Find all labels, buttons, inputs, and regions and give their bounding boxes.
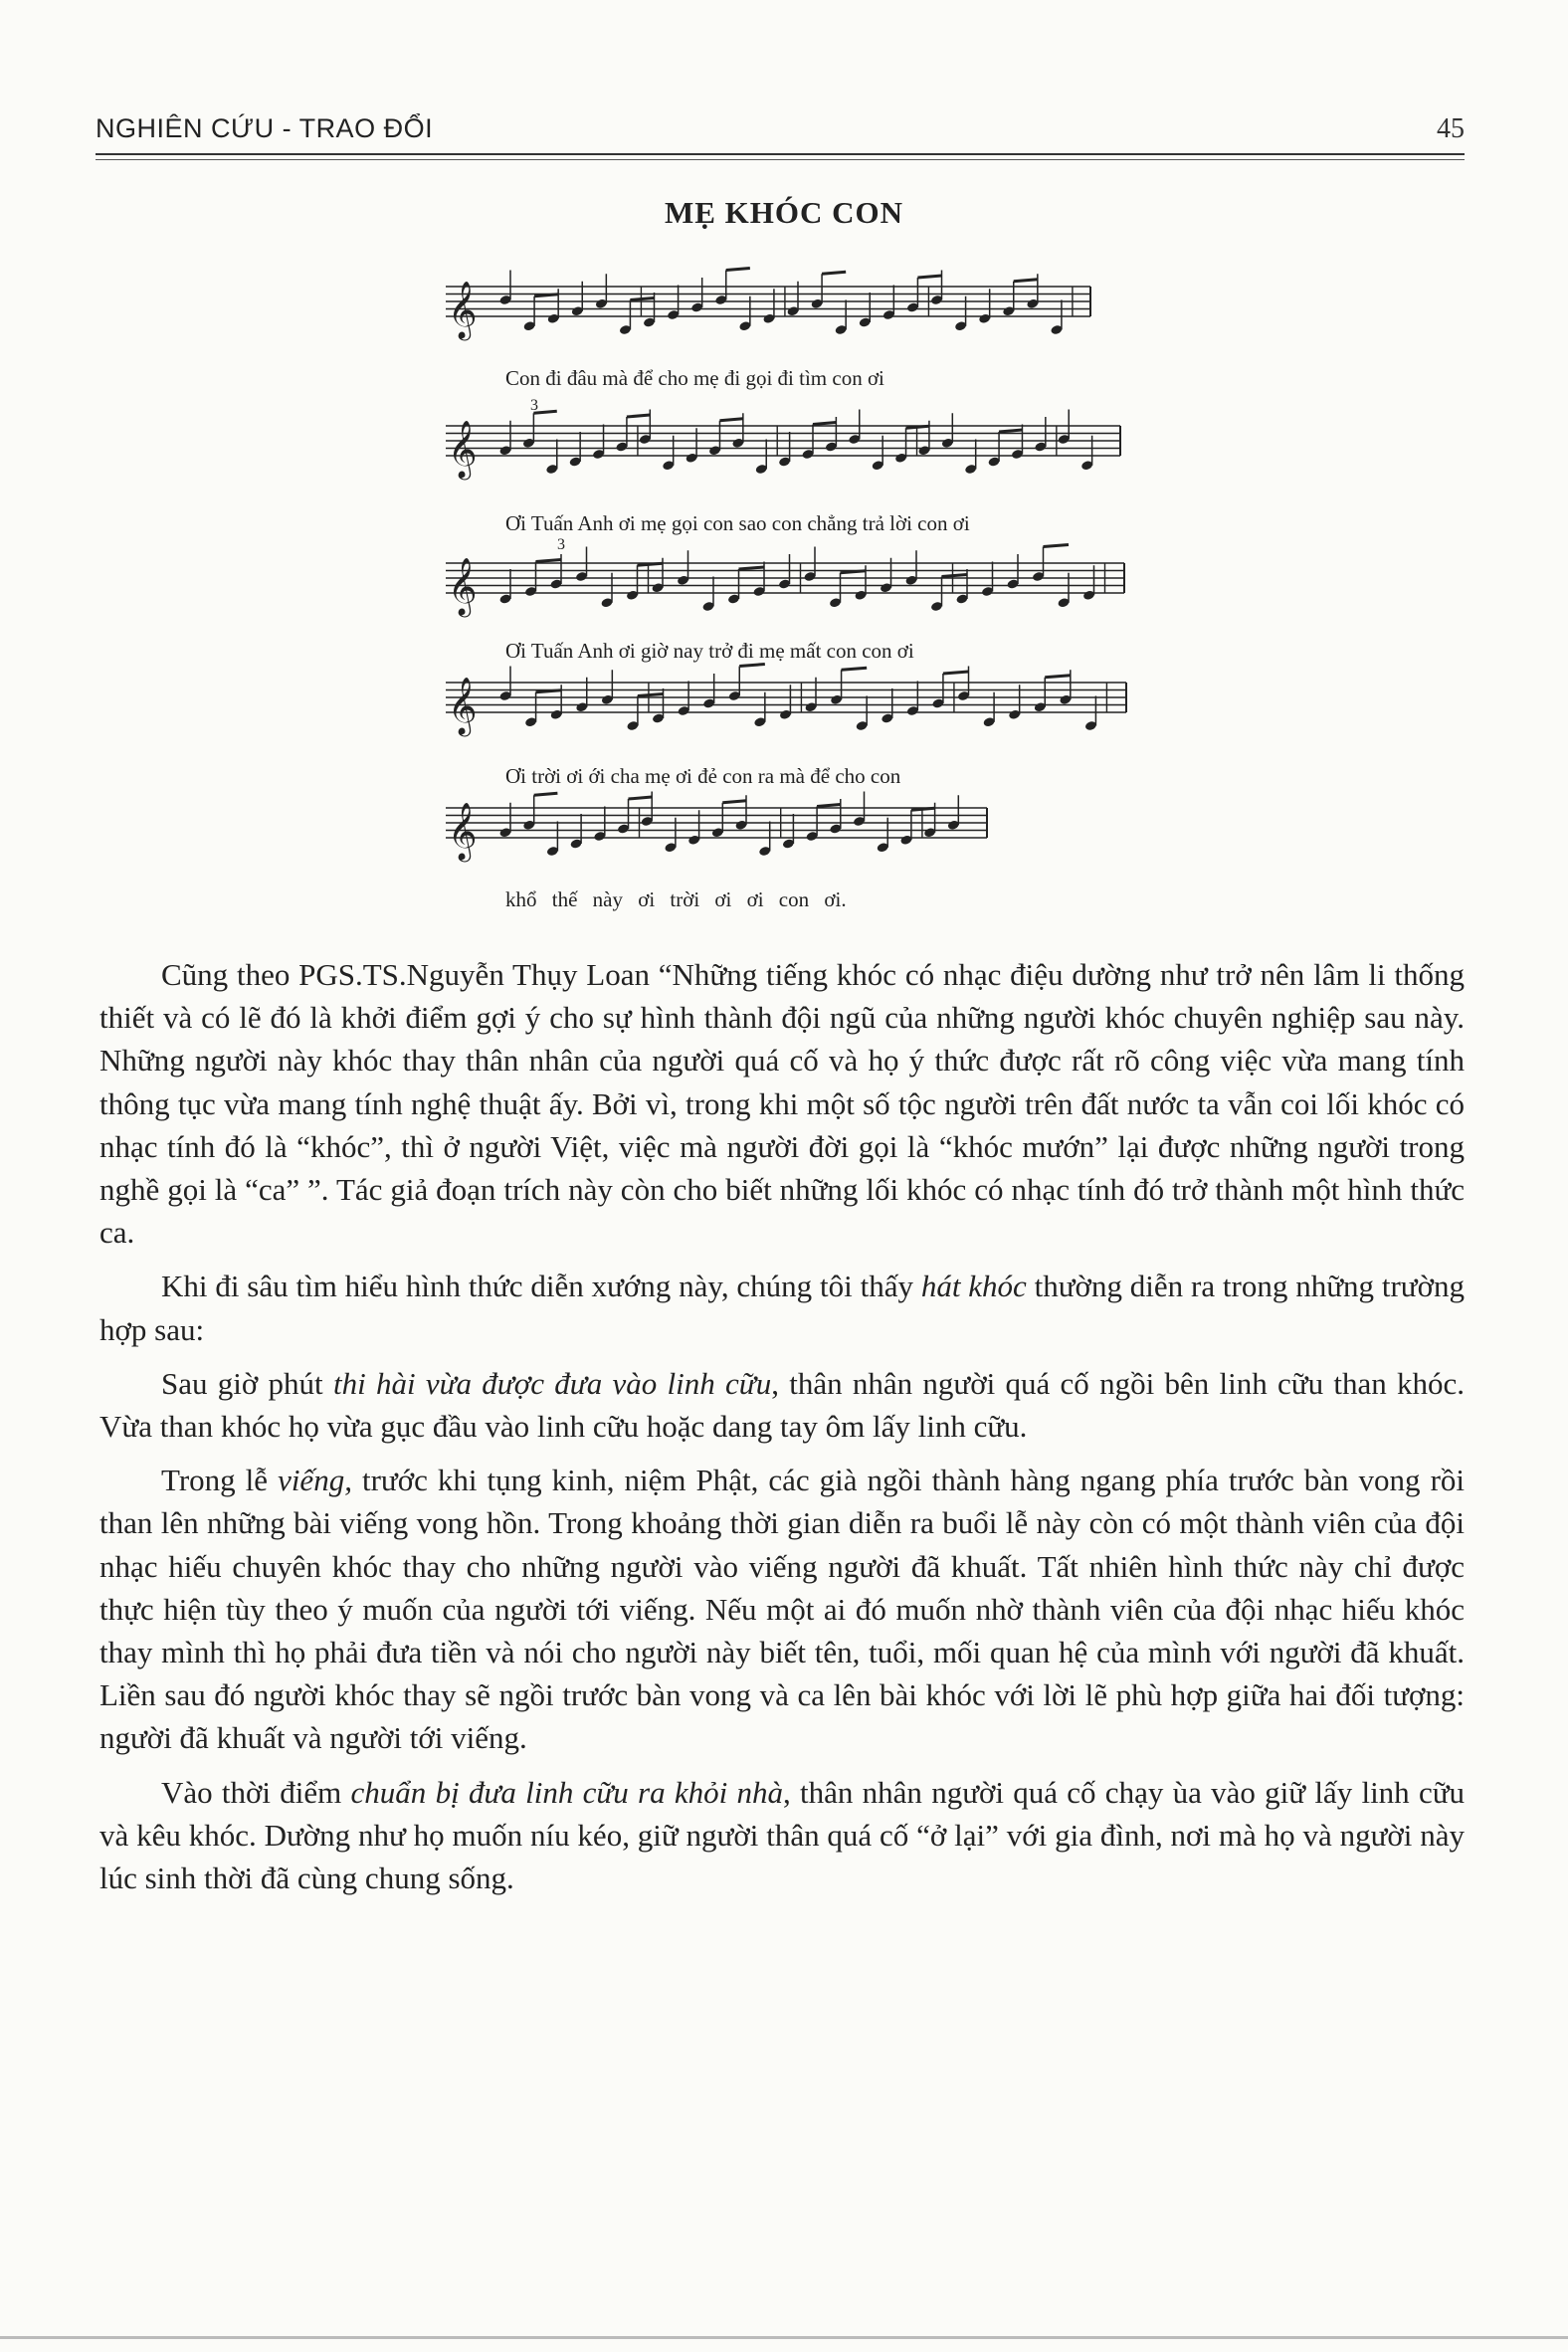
italic-phrase: hát khóc bbox=[920, 1269, 1027, 1304]
article-body bbox=[99, 953, 1465, 1910]
note-beam bbox=[536, 560, 562, 562]
section-title: NGHIÊN CỨU - TRAO ĐỔI bbox=[96, 113, 434, 143]
paragraph bbox=[99, 1771, 1465, 1900]
note-beam bbox=[1045, 676, 1071, 678]
note-beam bbox=[722, 801, 746, 803]
text-run: Vào thời điểm bbox=[161, 1774, 351, 1810]
note-beam bbox=[817, 805, 841, 807]
lyric-line-2: Ơi Tuấn Anh ơi mẹ gọi con sao con chẳng trả lời con ơi bbox=[505, 511, 970, 535]
note-beam bbox=[719, 419, 742, 421]
treble-clef-icon: 𝄞 bbox=[448, 420, 478, 478]
music-staff bbox=[446, 665, 1126, 738]
page-edge bbox=[0, 2336, 1568, 2339]
note-beam bbox=[638, 563, 664, 565]
lyric-line-1: Con đi đâu mà để cho mẹ đi gọi đi tìm con ơi bbox=[505, 366, 884, 390]
text-run: thường diễn ra trong những trường hợp sau: bbox=[99, 1269, 1465, 1347]
italic-phrase: chuẩn bị đưa linh cữu ra khỏi nhà bbox=[350, 1774, 784, 1810]
note-beam bbox=[943, 672, 969, 674]
text-run: , thân nhân người quá cố chạy ùa vào giữ lấy linh cữu và kêu khóc. Dường như họ muốn níu kéo, giữ người thân quá cố “ở lại” với gia đình, nơi mà họ và người này lúc sinh thời đã cùng chung sống. bbox=[99, 1774, 1466, 1896]
music-score bbox=[0, 0, 1568, 935]
page-number: 45 bbox=[1437, 113, 1465, 144]
note-beam bbox=[1044, 545, 1070, 547]
note-beam bbox=[999, 430, 1022, 432]
note-beam bbox=[942, 575, 968, 577]
paragraph bbox=[99, 953, 1465, 1254]
music-staff bbox=[446, 410, 1120, 482]
note-beam bbox=[534, 294, 558, 296]
note-beam bbox=[638, 694, 664, 696]
italic-phrase: thi hài vừa được đưa vào linh cữu bbox=[332, 1365, 772, 1401]
lyric-line-4: Ơi trời ơi ới cha mẹ ơi đẻ con ra mà để cho con bbox=[505, 764, 901, 788]
triplet-mark: 3 bbox=[530, 397, 538, 414]
music-staff bbox=[446, 269, 1090, 342]
treble-clef-icon: 𝄞 bbox=[448, 557, 478, 615]
note-beam bbox=[813, 423, 836, 425]
text-run: Cũng theo PGS.TS.Nguyễn Thụy Loan “Những tiếng khóc có nhạc điệu dường như trở nên lâm li thống thiết và có lẽ đó là khởi điểm gợi ý cho sự hình thành đội ngũ của những người khóc chuyên nghiệp sau này. Những người này khóc thay thân nhân của người quá cố và họ ý thức được rất rõ công việc vừa mang tính thông tục vừa mang tính nghệ thuật ấy. Bởi vì, trong khi một số tộc người trên đất nước ta vẫn coi lối khóc có nhạc tính đó là “khóc”, thì ở người Việt, việc mà người đời gọi là “khóc mướn” lại được những người trong nghề gọi là “ca” ”. Tác giả đoạn trích này còn cho biết những lối khóc có nhạc tính đó trở thành một hình thức ca. bbox=[99, 957, 1465, 1251]
treble-clef-icon: 𝄞 bbox=[448, 677, 478, 734]
note-beam bbox=[917, 276, 941, 278]
paragraph bbox=[99, 1459, 1465, 1759]
text-run: Sau giờ phút bbox=[161, 1365, 333, 1401]
text-run: Trong lễ bbox=[161, 1463, 279, 1498]
text-run: , thân nhân người quá cố ngồi bên linh cữu than khóc. Vừa than khóc họ vừa gục đầu vào linh cữu hoặc dang tay ôm lấy linh cữu. bbox=[99, 1365, 1466, 1445]
note-beam bbox=[911, 808, 935, 810]
note-beam bbox=[629, 797, 653, 799]
note-beam bbox=[841, 571, 867, 573]
treble-clef-icon: 𝄞 bbox=[448, 802, 478, 860]
paragraph bbox=[99, 1265, 1465, 1350]
music-staff bbox=[446, 545, 1124, 619]
note-beam bbox=[726, 269, 750, 271]
note-beam bbox=[627, 415, 650, 417]
note-beam bbox=[536, 690, 562, 692]
note-beam bbox=[630, 298, 654, 300]
note-beam bbox=[842, 668, 868, 670]
note-beam bbox=[822, 272, 846, 274]
note-beam bbox=[1014, 280, 1038, 282]
note-beam bbox=[739, 665, 765, 667]
italic-phrase: viếng, bbox=[278, 1463, 352, 1498]
text-run: trước khi tụng kinh, niệm Phật, các già ngồi thành hàng ngang phía trước bàn vong rồi than lên những bài viếng vong hồn. Trong khoảng thời gian diễn ra buổi lễ này còn có một thành viên của đội nhạc hiếu chuyên khóc thay cho những người vào viếng người đã khuất. Tất nhiên hình thức này chỉ được thực hiện tùy theo ý muốn của người tới viếng. Nếu một ai đó muốn nhờ thành viên của đội nhạc hiếu khóc thay mình thì họ phải đưa tiền và nói cho người này biết tên, tuổi, mối quan hệ của mình với người đã khuất. Liền sau đó người khóc thay sẽ ngồi trước bàn vong và ca lên bài khóc với lời lẽ phù hợp giữa hai đối tượng: người đã khuất và người tới viếng. bbox=[99, 1463, 1466, 1756]
lyric-line-5: khổ thế này ơi trời ơi ơi con ơi. bbox=[505, 887, 847, 911]
music-staff bbox=[446, 792, 987, 864]
text-run: Khi đi sâu tìm hiểu hình thức diễn xướng này, chúng tôi thấy bbox=[161, 1269, 921, 1304]
lyric-line-3: Ơi Tuấn Anh ơi giờ nay trở đi mẹ mất con con ơi bbox=[505, 639, 914, 663]
triplet-mark: 3 bbox=[557, 536, 565, 553]
paragraph bbox=[99, 1362, 1465, 1448]
treble-clef-icon: 𝄞 bbox=[448, 281, 478, 338]
note-beam bbox=[739, 567, 765, 569]
song-title: MẸ KHÓC CON bbox=[664, 195, 904, 230]
note-beam bbox=[534, 793, 558, 795]
